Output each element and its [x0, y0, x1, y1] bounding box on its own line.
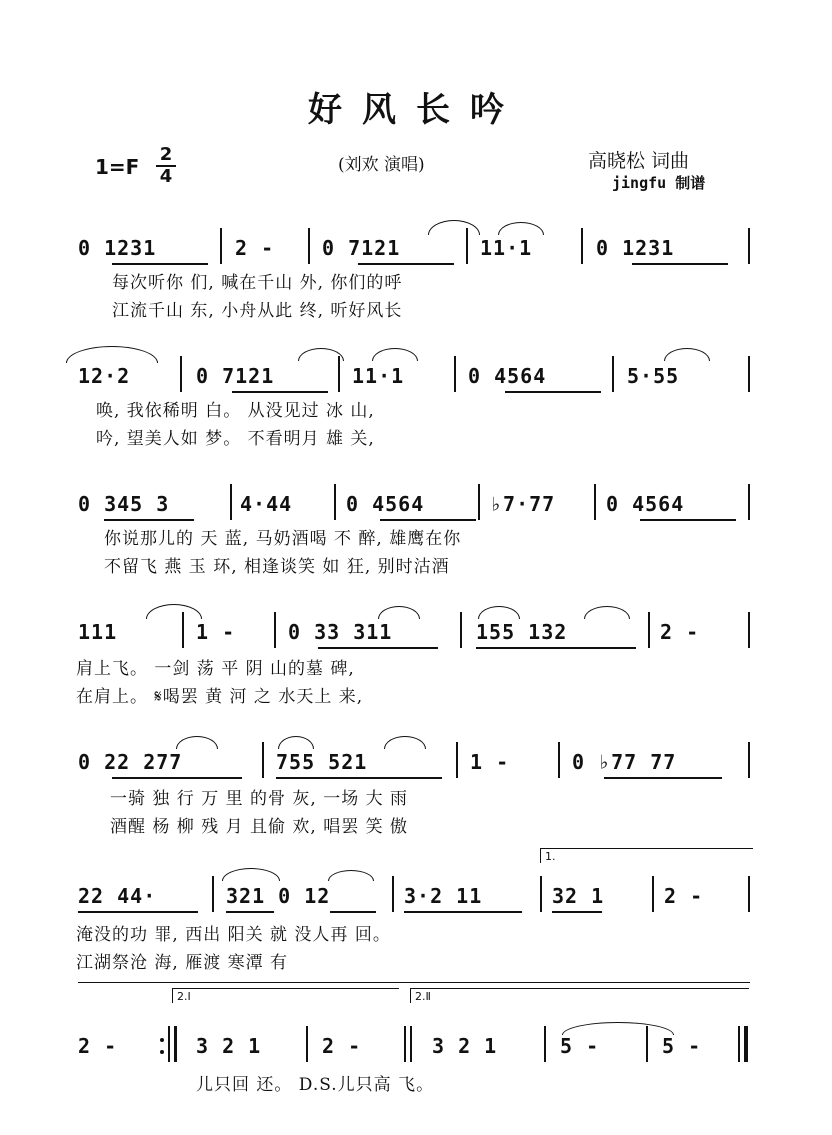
beam [226, 911, 274, 913]
measure: 155 132 [476, 620, 568, 644]
slur [478, 606, 520, 619]
measure: 0 7121 [196, 364, 275, 388]
barline [334, 484, 336, 520]
beam [380, 519, 476, 521]
lyric-line: 江湖祭沧 海, 雁渡 寒潭 有 [76, 953, 289, 973]
barline [558, 742, 560, 778]
barline [306, 1026, 308, 1062]
measure: 2 - [78, 1034, 118, 1058]
barline [230, 484, 232, 520]
beam [404, 911, 522, 913]
measure: 0 345 3 [78, 492, 170, 516]
slur [372, 348, 418, 361]
measure: 5 - [560, 1034, 600, 1058]
slur [278, 736, 314, 749]
slur [428, 220, 480, 235]
beam [232, 391, 328, 393]
measure: 1 - [196, 620, 236, 644]
barline [410, 1026, 412, 1062]
slur [222, 868, 280, 881]
measure: 4·44 [240, 492, 293, 516]
repeat-dot [160, 1050, 164, 1054]
slur [498, 222, 544, 235]
measure: 0 4564 [346, 492, 425, 516]
barline [748, 356, 750, 392]
barline [212, 876, 214, 912]
key-signature: 1=F [95, 155, 140, 179]
measure: 0 ♭77 77 [572, 750, 677, 774]
measure: 5 - [662, 1034, 702, 1058]
lyric-line: 江流千山 东, 小舟从此 终, 听好风长 [112, 301, 403, 321]
performer-credit: (刘欢 演唱) [338, 155, 425, 175]
arranger-credit: jingfu 制谱 [612, 174, 706, 192]
measure: 2 - [322, 1034, 362, 1058]
volta-bracket: 1. [540, 848, 753, 863]
measure: 11·1 [352, 364, 405, 388]
repeat-barline [174, 1026, 177, 1062]
barline [274, 612, 276, 648]
measure: 11·1 [480, 236, 533, 260]
measure: 0 1231 [596, 236, 675, 260]
barline [748, 484, 750, 520]
beam [640, 519, 736, 521]
measure: 755 521 [276, 750, 368, 774]
slur [664, 348, 710, 361]
measure: 2 - [664, 884, 704, 908]
barline [748, 228, 750, 264]
lyric-line: 酒醒 杨 柳 残 月 且偷 欢, 唱罢 笑 傲 [110, 817, 409, 837]
barline [748, 612, 750, 648]
beam [104, 519, 194, 521]
beam [552, 911, 602, 913]
beam [632, 263, 728, 265]
measure: 0 7121 [322, 236, 401, 260]
lyric-line: 一骑 独 行 万 里 的骨 灰, 一场 大 雨 [110, 789, 409, 809]
barline [581, 228, 583, 264]
measure: 0 1231 [78, 236, 157, 260]
barline [168, 1026, 170, 1062]
barline [308, 228, 310, 264]
barline [392, 876, 394, 912]
barline [544, 1026, 546, 1062]
repeat-dot [160, 1038, 164, 1042]
barline [220, 228, 222, 264]
beam [318, 647, 438, 649]
lyric-line: 淹没的功 罪, 西出 阳关 就 没人再 回。 [76, 925, 391, 945]
lyric-line: 唤, 我依稀明 白。 从没见过 冰 山, [96, 401, 375, 421]
barline [738, 1026, 740, 1062]
measure: 3·2 11 [404, 884, 483, 908]
beam [330, 911, 376, 913]
barline [338, 356, 340, 392]
slur [584, 606, 630, 619]
slur [378, 606, 420, 619]
barline [540, 876, 542, 912]
barline [180, 356, 182, 392]
barline [748, 742, 750, 778]
measure: 0 4564 [468, 364, 547, 388]
volta-bracket: 2.Ⅱ [410, 988, 749, 1003]
beam [358, 263, 454, 265]
slur [384, 736, 426, 749]
barline [460, 612, 462, 648]
barline [456, 742, 458, 778]
beam [505, 391, 601, 393]
measure: 0 4564 [606, 492, 685, 516]
lyric-line: 儿只回 还。 D.S.儿只高 飞。 [196, 1075, 435, 1095]
slur [176, 736, 218, 749]
measure: 2 - [235, 236, 275, 260]
lyric-line: 在肩上。 𝄋喝罢 黄 河 之 水天上 来, [76, 687, 364, 707]
divider-line [78, 982, 750, 983]
barline [478, 484, 480, 520]
measure: 3 2 1 [196, 1034, 262, 1058]
barline [454, 356, 456, 392]
measure: 22 44· [78, 884, 157, 908]
lyric-line: 你说那儿的 天 蓝, 马奶酒喝 不 醉, 雄鹰在你 [104, 529, 462, 549]
barline [594, 484, 596, 520]
lyric-line: 不留飞 燕 玉 环, 相逢谈笑 如 狂, 别时沽酒 [104, 557, 450, 577]
slur [146, 604, 202, 619]
measure: 0 22 277 [78, 750, 183, 774]
lyric-line: 吟, 望美人如 梦。 不看明月 雄 关, [96, 429, 375, 449]
barline [652, 876, 654, 912]
barline [612, 356, 614, 392]
measure: 111 [78, 620, 118, 644]
slur [328, 870, 374, 881]
barline [404, 1026, 406, 1062]
lyric-line: 每次听你 们, 喊在千山 外, 你们的呼 [112, 273, 403, 293]
measure: 32 1 [552, 884, 605, 908]
lyric-line: 肩上飞。 一剑 荡 平 阴 山的墓 碑, [76, 659, 355, 679]
measure: 1 - [470, 750, 510, 774]
beam [112, 777, 242, 779]
measure: 3 2 1 [432, 1034, 498, 1058]
time-signature [156, 146, 176, 186]
measure: 12·2 [78, 364, 131, 388]
beam [276, 777, 442, 779]
meter-top: 2 [159, 144, 173, 165]
barline [748, 876, 750, 912]
beam [604, 777, 722, 779]
beam [476, 647, 636, 649]
song-title: 好风长吟 [308, 90, 524, 130]
beam [78, 911, 198, 913]
barline [648, 612, 650, 648]
volta-bracket: 2.Ⅰ [172, 988, 399, 1003]
slur [66, 346, 158, 363]
beam [112, 263, 208, 265]
meter-bottom: 4 [159, 166, 173, 187]
measure: 321 0 12 [226, 884, 331, 908]
measure: 0 33 311 [288, 620, 393, 644]
measure: 5·55 [627, 364, 680, 388]
composer-credit: 高晓松 词曲 [588, 150, 690, 172]
tie [562, 1022, 674, 1035]
slur [298, 348, 344, 361]
final-barline [744, 1026, 748, 1062]
measure: 2 - [660, 620, 700, 644]
barline [262, 742, 264, 778]
measure: ♭7·77 [490, 492, 556, 516]
